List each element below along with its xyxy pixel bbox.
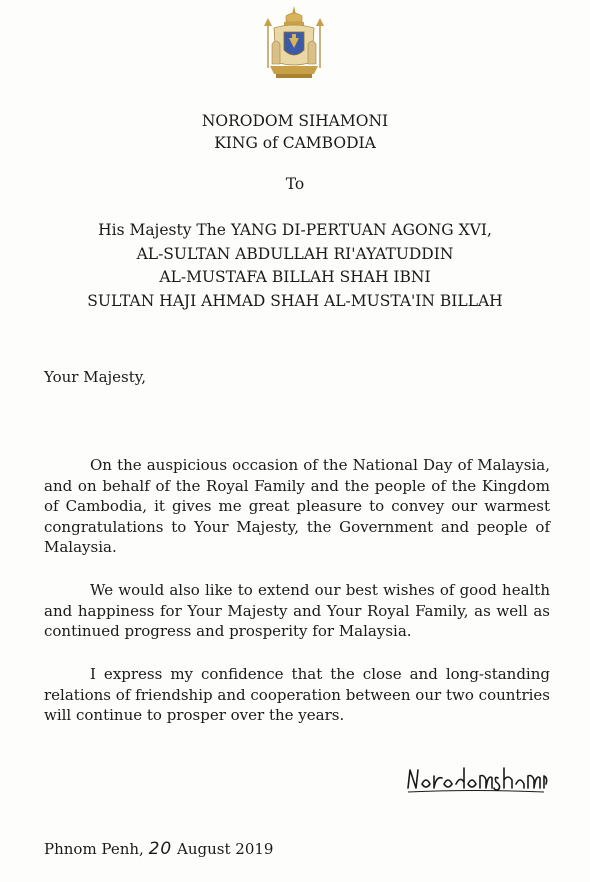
sender-name: NORODOM SIHAMONI xyxy=(201,112,389,130)
to-label: To xyxy=(285,175,305,193)
addressee-block xyxy=(0,219,590,313)
closing-day: 20 xyxy=(148,839,173,859)
closing-line xyxy=(44,839,273,859)
salutation: Your Majesty, xyxy=(44,368,147,386)
addressee-line: SULTAN HAJI AHMAD SHAH AL-MUSTA'IN BILLAH xyxy=(87,291,503,310)
addressee-line: AL-MUSTAFA BILLAH SHAH IBNI xyxy=(159,268,431,286)
body-paragraph: We would also like to extend our best wishes of good health and happiness for Your Majesty and Your Royal Family, as well as continued progress and prosperity for Malaysia. xyxy=(44,581,550,641)
royal-arms-of-cambodia-icon xyxy=(262,4,326,82)
closing-place: Phnom Penh, xyxy=(44,840,144,858)
addressee-line: His Majesty The YANG DI-PERTUAN AGONG XVI, xyxy=(98,221,492,239)
handwritten-signature xyxy=(404,762,550,796)
body-paragraph: I express my confidence that the close and long-standing relations of friendship and cooperation between our two countries will continue to prosper over the years. xyxy=(44,665,550,725)
body-paragraph: On the auspicious occasion of the National Day of Malaysia, and on behalf of the Royal Family and the people of the Kingdom of Cambodia, it gives me great pleasure to convey our warmest congratulations to Your Majesty, the Government and people of Malaysia. xyxy=(44,456,550,557)
addressee-line: AL-SULTAN ABDULLAH RI'AYATUDDIN xyxy=(136,244,454,263)
sender-title: KING of CAMBODIA xyxy=(214,134,376,152)
sender-block xyxy=(0,110,590,154)
closing-month-year: August 2019 xyxy=(177,840,274,858)
